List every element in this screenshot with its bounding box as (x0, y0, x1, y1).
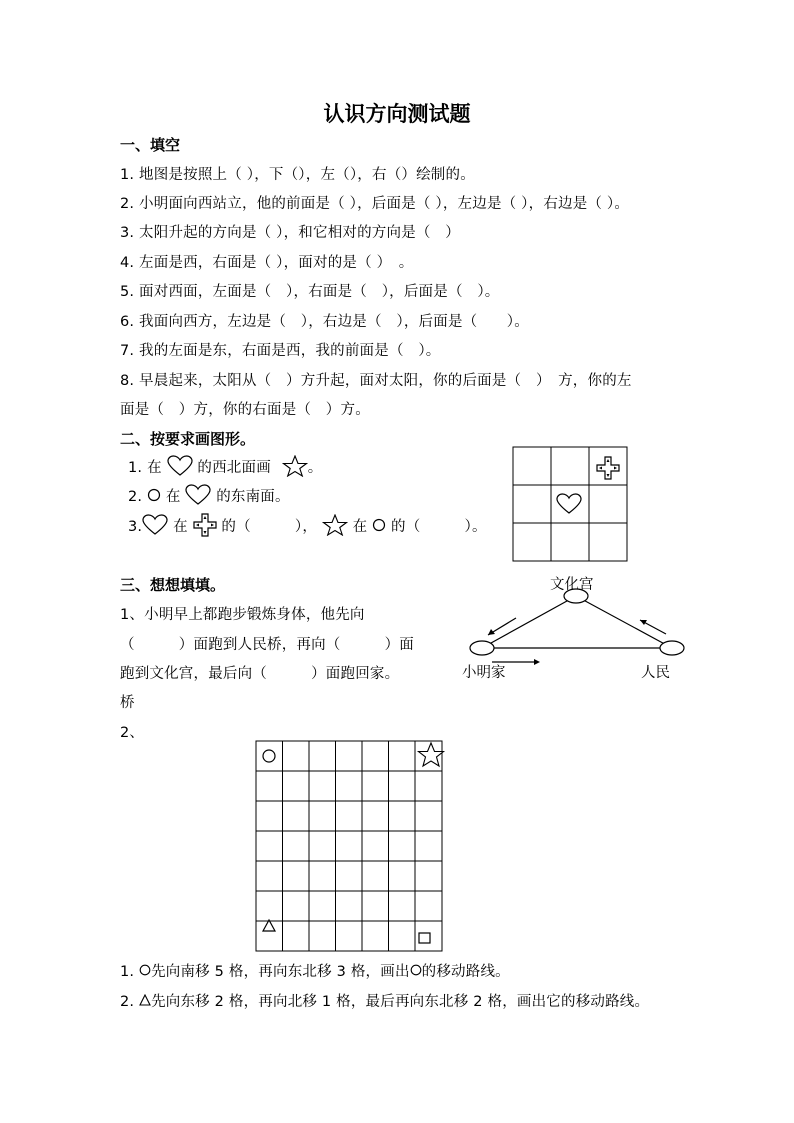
instruction-2 (120, 990, 649, 1011)
fill-item-2: 2. 小明面向西站立，他的前面是（ ），后面是（ ），左边是（ ），右边是（ ）。 (120, 196, 630, 212)
node-right (660, 641, 684, 655)
item-text: 先向南移 5 格，再向东北移 3 格，画出 (151, 964, 410, 980)
fill-item-4: 4. 左面是西，右面是（ ），面对的是（ ） 。 (120, 255, 414, 271)
section1-heading: 一、填空 (120, 136, 181, 154)
circle-icon (372, 518, 386, 536)
movement-grid (255, 740, 449, 954)
triangle-icon (263, 920, 275, 931)
item-number: 2. (120, 994, 135, 1010)
item-text: 的移动路线。 (421, 964, 510, 980)
direction-grid-3x3 (512, 446, 630, 564)
question1-line-2: （ ）面跑到人民桥，再向（ ）面 (120, 637, 414, 653)
item-text: 的（ ）。 (391, 519, 487, 535)
section2-heading: 二、按要求画图形。 (120, 430, 256, 448)
star-icon (419, 743, 444, 766)
circle-icon (139, 964, 151, 980)
route-line-left (482, 596, 576, 648)
item-text: 的西北面画 (197, 460, 271, 476)
page-title: 认识方向测试题 (323, 101, 471, 126)
heart-icon (142, 514, 168, 540)
circle-icon (147, 488, 161, 506)
map-label-right: 人民 (641, 665, 670, 681)
item-number: 2. (128, 489, 143, 505)
star-icon (322, 514, 348, 540)
question2-label: 2、 (120, 725, 145, 741)
heart-icon (167, 455, 193, 481)
instruction-1 (120, 960, 510, 981)
draw-item-2 (128, 484, 290, 510)
heart-icon (557, 494, 581, 513)
item-number: 3. (128, 519, 143, 535)
item-number: 1. (128, 460, 143, 476)
route-map (458, 568, 694, 688)
item-text: 在 (147, 460, 162, 476)
question1-line-1: 1、小明早上都跑步锻炼身体，他先向 (120, 607, 365, 623)
draw-item-1: 1. 在 的西北面画 。 (128, 455, 322, 481)
heart-icon (185, 484, 211, 510)
item-text: 在 (165, 489, 181, 505)
route-line-right (576, 596, 672, 648)
fill-item-6: 6. 我面向西方，左边是（ ），右边是（ ），后面是（ ）。 (120, 314, 529, 330)
star-icon (282, 455, 308, 481)
item-text: 先向东移 2 格，再向北移 1 格，最后再向东北移 2 格，画出它的移动路线。 (151, 994, 650, 1010)
item-number: 1. (120, 964, 135, 980)
circle-icon (410, 964, 422, 980)
node-left (470, 641, 494, 655)
item-text: 的（ ）， (221, 519, 318, 535)
draw-item-3 (128, 513, 487, 541)
compass-rose-icon (597, 457, 619, 479)
fill-item-1: 1. 地图是按照上（ ），下（），左（），右（）绘制的。 (120, 167, 475, 183)
fill-item-8: 8. 早晨起来，太阳从（ ）方升起，面对太阳，你的后面是（ ） 方，你的左 (120, 373, 632, 389)
section3-heading: 三、想想填填。 (120, 576, 226, 594)
fill-item-8-cont: 面是（ ）方，你的右面是（ ）方。 (120, 402, 370, 418)
fill-item-7: 7. 我的左面是东，右面是西，我的前面是（ ）。 (120, 343, 441, 359)
fill-item-3: 3. 太阳升起的方向是（ ），和它相对的方向是（ ） (120, 225, 461, 241)
question1-line-3: 跑到文化宫，最后向（ ）面跑回家。 (120, 666, 400, 682)
compass-rose-icon (193, 513, 217, 541)
item-text: 在 (352, 519, 368, 535)
question1-line-4: 桥 (120, 695, 135, 711)
fill-item-5: 5. 面对西面，左面是（ ），右面是（ ），后面是（ ）。 (120, 284, 500, 300)
map-label-left: 小明家 (462, 665, 506, 681)
square-icon (419, 933, 430, 943)
item-text: 在 (173, 519, 188, 535)
item-text: 的东南面。 (216, 489, 290, 505)
circle-icon (263, 750, 275, 762)
triangle-icon (139, 994, 151, 1010)
map-label-top: 文化宫 (550, 577, 594, 593)
